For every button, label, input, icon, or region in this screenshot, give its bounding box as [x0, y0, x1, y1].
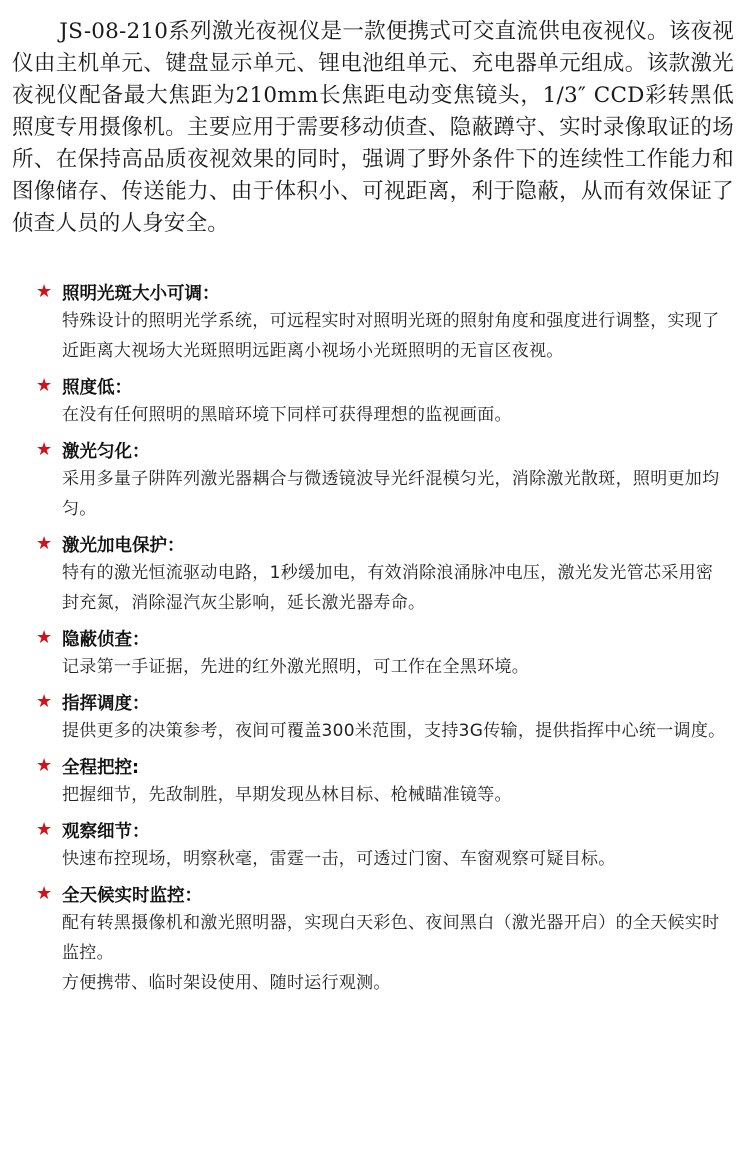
feature-heading — [36, 372, 726, 400]
feature-title: 全程把控: — [62, 757, 139, 778]
feature-item — [36, 752, 726, 810]
feature-title: 照度低： — [62, 377, 132, 398]
feature-item — [36, 436, 726, 524]
feature-item — [36, 816, 726, 874]
feature-item — [36, 880, 726, 998]
star-icon: ★ — [36, 281, 53, 302]
feature-heading — [36, 752, 726, 780]
feature-item — [36, 624, 726, 682]
feature-heading — [36, 688, 726, 716]
feature-item — [36, 278, 726, 366]
feature-heading — [36, 530, 726, 558]
feature-item — [36, 372, 726, 430]
feature-description: 提供更多的决策参考，夜间可覆盖300米范围，支持3G传输，提供指挥中心统一调度。 — [62, 721, 726, 741]
feature-title: 激光加电保护： — [62, 535, 185, 556]
star-icon: ★ — [36, 819, 53, 840]
star-icon: ★ — [36, 883, 53, 904]
feature-title: 照明光斑大小可调： — [62, 283, 220, 304]
intro-section — [12, 16, 734, 240]
feature-heading — [36, 436, 726, 464]
feature-heading — [36, 880, 726, 908]
star-icon: ★ — [36, 375, 53, 396]
feature-description: 配有转黑摄像机和激光照明器，实现白天彩色、夜间黑白（激光器开启）的全天候实时监控。 — [62, 913, 720, 963]
feature-heading — [36, 278, 726, 306]
feature-description: 快速布控现场，明察秋毫，雷霆一击，可透过门窗、车窗观察可疑目标。 — [62, 849, 616, 869]
intro-paragraph: JS-08-210系列激光夜视仪是一款便携式可交直流供电夜视仪。该夜视仪由主机单元、键盘显示单元、锂电池组单元、充电器单元组成。该款激光夜视仪配备最大焦距为210mm长焦距电动变焦镜头，1/3″ CCD彩转黑低照度专用摄像机。主要应用于需要移动侦查、隐蔽蹲守、实时录像取证的场所、在保持高品质夜视效果的同时，强调了野外条件下的连续性工作能力和图像储存、传送能力、由于体积小、可视距离，利于隐蔽，从而有效保证了侦查人员的人身安全。 — [12, 19, 734, 236]
feature-title: 隐蔽侦查： — [62, 629, 150, 650]
feature-item — [36, 688, 726, 746]
feature-description: 采用多量子阱阵列激光器耦合与微透镜波导光纤混模匀光，消除激光散斑，照明更加均匀。 — [62, 469, 720, 519]
star-icon: ★ — [36, 439, 53, 460]
feature-title: 指挥调度： — [62, 693, 150, 714]
feature-description: 记录第一手证据，先进的红外激光照明，可工作在全黑环境。 — [62, 657, 530, 677]
star-icon: ★ — [36, 755, 53, 776]
star-icon: ★ — [36, 627, 53, 648]
feature-description: 特有的激光恒流驱动电路，1秒缓加电，有效消除浪涌脉冲电压，激光发光管芯采用密封充氮，消除湿汽灰尘影响，延长激光器寿命。 — [62, 563, 714, 613]
feature-title: 激光匀化： — [62, 441, 150, 462]
feature-description: 在没有任何照明的黑暗环境下同样可获得理想的监视画面。 — [62, 405, 512, 425]
star-icon: ★ — [36, 533, 53, 554]
feature-heading — [36, 624, 726, 652]
feature-heading — [36, 816, 726, 844]
feature-item — [36, 530, 726, 618]
feature-description: 方便携带、临时架设使用、随时运行观测。 — [62, 973, 391, 993]
feature-title: 全天候实时监控： — [62, 885, 202, 906]
star-icon: ★ — [36, 691, 53, 712]
feature-list — [36, 278, 726, 1004]
feature-title: 观察细节： — [62, 821, 150, 842]
feature-description: 特殊设计的照明光学系统，可远程实时对照明光斑的照射角度和强度进行调整，实现了近距离大视场大光斑照明远距离小视场小光斑照明的无盲区夜视。 — [62, 311, 720, 361]
feature-description: 把握细节，先敌制胜，早期发现丛林目标、枪械瞄准镜等。 — [62, 785, 512, 805]
